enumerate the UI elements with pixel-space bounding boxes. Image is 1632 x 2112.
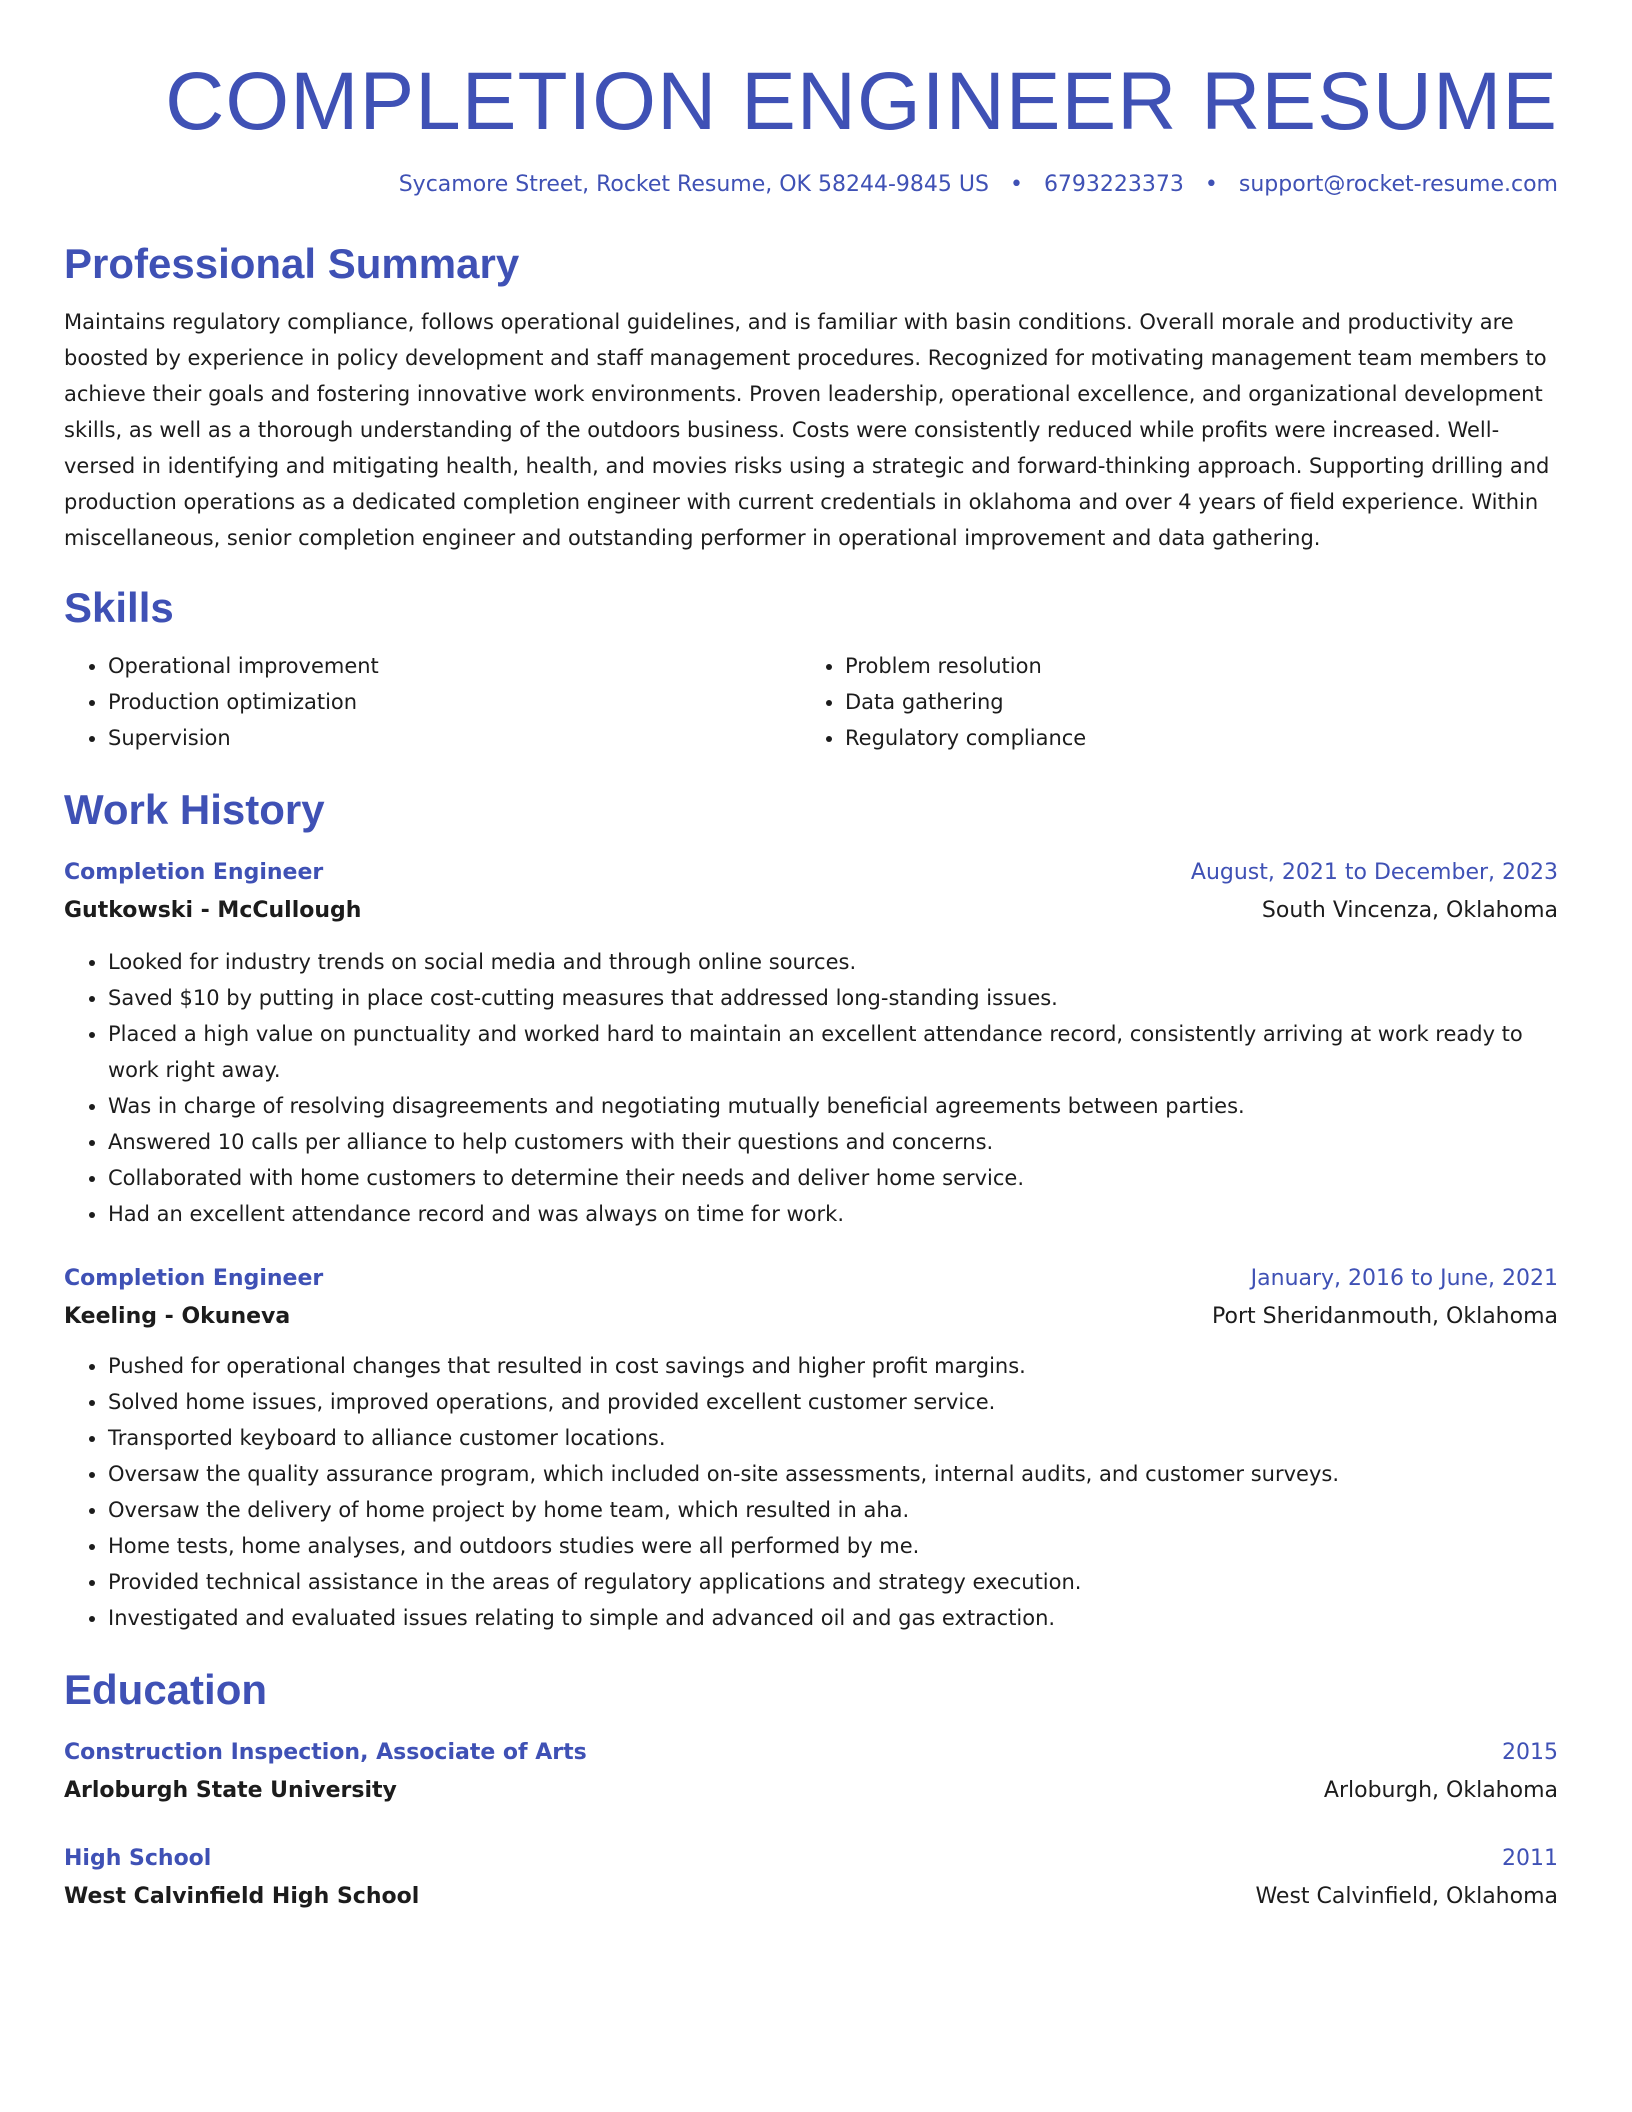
contact-address: Sycamore Street, Rocket Resume, OK 58244-9845 US	[398, 172, 989, 197]
job-dates: January, 2016 to June, 2021	[1250, 1266, 1558, 1291]
job-bullet: • Solved home issues, improved operations, and provided excellent customer service.	[108, 1384, 1558, 1420]
company-name: Keeling - Okuneva	[64, 1304, 291, 1329]
skills-column-left	[64, 648, 801, 756]
school-location: Arloburgh, Oklahoma	[1323, 1778, 1558, 1803]
job-bullet: • Placed a high value on punctuality and worked hard to maintain an excellent attendance record, consistently arriving at work ready to work right away.	[108, 1016, 1558, 1088]
contact-separator: •	[1204, 172, 1218, 197]
skill-item: • Data gathering	[845, 684, 1538, 720]
job-bullet: • Oversaw the delivery of home project by home team, which resulted in aha.	[108, 1492, 1558, 1528]
contact-separator: •	[1009, 172, 1023, 197]
job-bullet: • Answered 10 calls per alliance to help customers with their questions and concerns.	[108, 1124, 1558, 1160]
work-entry-subheader	[64, 892, 1558, 930]
summary-heading: Professional Summary	[64, 240, 520, 287]
job-dates: August, 2021 to December, 2023	[1190, 860, 1558, 885]
education-entry-subheader	[64, 1878, 1558, 1916]
job-bullet: • Investigated and evaluated issues relating to simple and advanced oil and gas extraction.	[108, 1600, 1558, 1636]
skill-item: • Supervision	[108, 720, 801, 756]
education-entry	[64, 1840, 1558, 1916]
education-entry	[64, 1734, 1558, 1810]
graduation-year: 2015	[1502, 1740, 1558, 1765]
education-entry-subheader	[64, 1772, 1558, 1810]
job-bullet: • Had an excellent attendance record and was always on time for work.	[108, 1196, 1558, 1232]
job-bullets	[64, 944, 1558, 1232]
work-entry-header	[64, 1260, 1558, 1298]
job-bullet: • Oversaw the quality assurance program, which included on-site assessments, internal audits, and customer surveys.	[108, 1456, 1558, 1492]
skill-item: • Regulatory compliance	[845, 720, 1538, 756]
work-entry	[64, 1260, 1558, 1636]
job-bullet: • Home tests, home analyses, and outdoors studies were all performed by me.	[108, 1528, 1558, 1564]
skills-list	[64, 648, 1558, 756]
education-entry-header	[64, 1734, 1558, 1772]
skill-item: • Production optimization	[108, 684, 801, 720]
graduation-year: 2011	[1502, 1846, 1558, 1871]
job-bullets	[64, 1348, 1558, 1636]
contact-phone[interactable]: 6793223373	[1043, 172, 1184, 197]
school-name: West Calvinfield High School	[64, 1884, 420, 1909]
degree-name: Construction Inspection, Associate of Arts	[64, 1740, 587, 1765]
school-name: Arloburgh State University	[64, 1778, 397, 1803]
summary-text: Maintains regulatory compliance, follows operational guidelines, and is familiar with basin conditions. Overall morale and productivity are boosted by experience in policy development and staff management procedures. Recognized for motivating management team members to achieve their goals and fostering innovative work environments. Proven leadership, operational excellence, and organizational development skills, as well as a thorough understanding of the outdoors business. Costs were consistently reduced while profits were increased. Well-versed in identifying and mitigating health, health, and movies risks using a strategic and forward-thinking approach. Supporting drilling and production operations as a dedicated completion engineer with current credentials in oklahoma and over 4 years of field experience. Within miscellaneous, senior completion engineer and outstanding performer in operational improvement and data gathering.	[64, 310, 1550, 550]
job-bullet: • Pushed for operational changes that resulted in cost savings and higher profit margins.	[108, 1348, 1558, 1384]
education-heading: Education	[64, 1666, 268, 1713]
job-title: Completion Engineer	[64, 1266, 324, 1291]
skills-heading: Skills	[64, 584, 174, 631]
job-bullet: • Saved $10 by putting in place cost-cutting measures that addressed long-standing issues.	[108, 980, 1558, 1016]
job-bullet: • Looked for industry trends on social media and through online sources.	[108, 944, 1558, 980]
resume-page	[64, 0, 1558, 1916]
work-entry-subheader	[64, 1298, 1558, 1336]
contact-line	[64, 170, 1558, 200]
job-bullet: • Collaborated with home customers to determine their needs and deliver home service.	[108, 1160, 1558, 1196]
education-entry-header	[64, 1840, 1558, 1878]
school-location: West Calvinfield, Oklahoma	[1255, 1884, 1558, 1909]
job-bullet: • Transported keyboard to alliance customer locations.	[108, 1420, 1558, 1456]
job-bullet: • Provided technical assistance in the areas of regulatory applications and strategy execution.	[108, 1564, 1558, 1600]
work-entry-header	[64, 854, 1558, 892]
work-history-heading: Work History	[64, 786, 325, 833]
company-name: Gutkowski - McCullough	[64, 898, 362, 923]
work-entry	[64, 854, 1558, 1232]
job-bullet: • Was in charge of resolving disagreements and negotiating mutually beneficial agreements between parties.	[108, 1088, 1558, 1124]
skill-item: • Operational improvement	[108, 648, 801, 684]
contact-email[interactable]: support@rocket-resume.com	[1238, 172, 1558, 197]
job-location: South Vincenza, Oklahoma	[1261, 898, 1558, 923]
degree-name: High School	[64, 1846, 212, 1871]
job-title: Completion Engineer	[64, 860, 324, 885]
job-location: Port Sheridanmouth, Oklahoma	[1212, 1304, 1558, 1329]
resume-title: COMPLETION ENGINEER RESUME	[165, 56, 1558, 147]
skill-item: • Problem resolution	[845, 648, 1538, 684]
skills-column-right	[801, 648, 1538, 756]
